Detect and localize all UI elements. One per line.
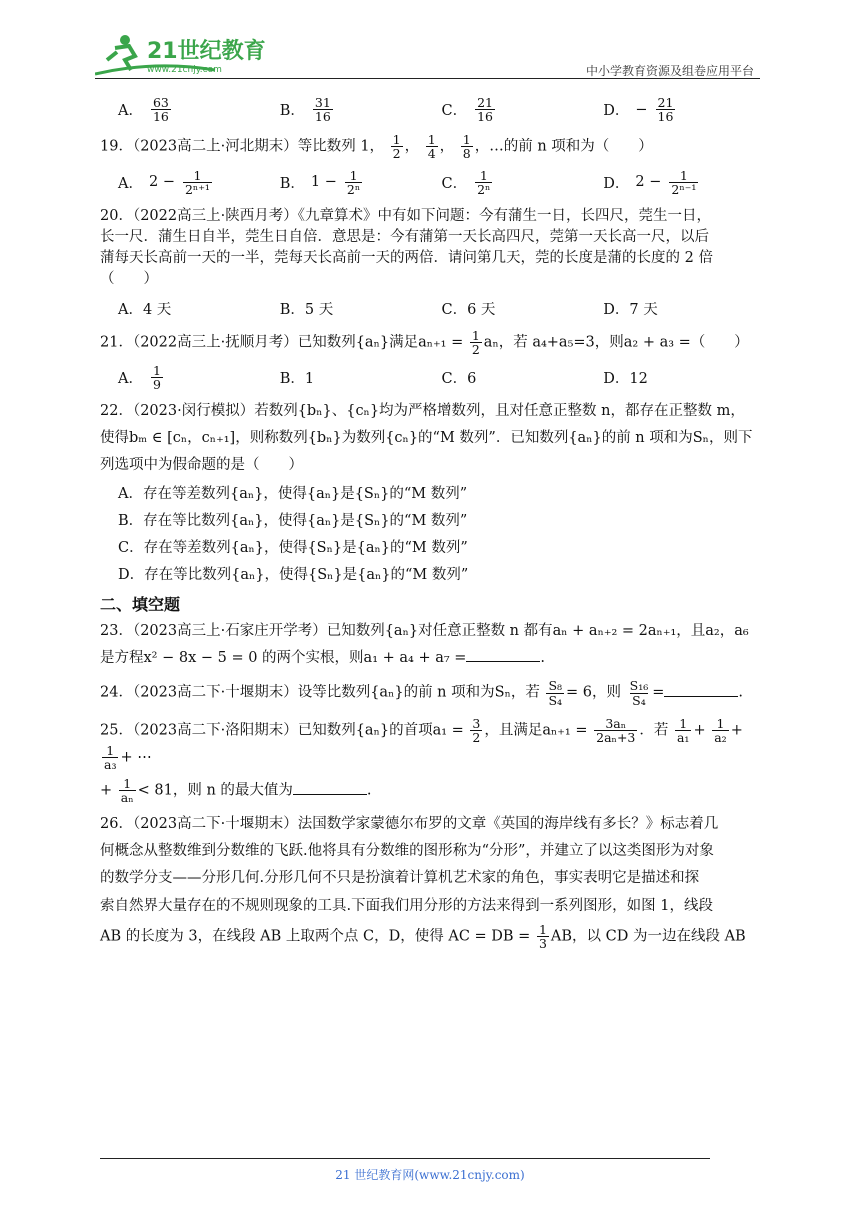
- q20-option-b: B．5 天: [279, 301, 334, 318]
- q19-stem: 19．（2023高二上·河北期末）等比数列 1， $\frac{1}{2}$ ， $\frac{1}{4}$ ， $\frac{1}{8}$ ，…的前 n 项和为（ ）: [100, 132, 653, 162]
- question-content: [100, 96, 765, 950]
- q18-option-b: B． $\frac{31}{16}$: [279, 95, 331, 125]
- q19-option-b: B． 1 − $\frac{1}{\text{2ⁿ}}$: [279, 167, 361, 197]
- svg-text:www.21cnjy.com: www.21cnjy.com: [147, 65, 222, 75]
- q18-options: [100, 96, 765, 123]
- q19-option-d: D． 2 − $\frac{1}{\text{2ⁿ⁻¹}}$: [603, 167, 697, 197]
- footer-divider: [100, 1158, 710, 1159]
- q25-stem: 25．（2023高二下·洛阳期末）已知数列{aₙ}的首项a₁ = $\frac{3}{2}$ ，且满足aₙ₊₁ = $\frac{\text{3aₙ}}{\text{2aₙ+3}}$ ．若 $\frac{1}{\text{a₁}}$ + $\frac{1}{\text{a₂}}$ + $\frac{1}{\text{a₃}}$ + ⋯ + $\frac{1}{\text{aₙ}}$ < 81，则 n 的最大值为 .: [100, 715, 743, 806]
- q22-options: [100, 484, 765, 586]
- q20-option-a: A．4 天: [118, 301, 172, 318]
- q19-option-c: C． $\frac{1}{\text{2ⁿ}}$: [441, 167, 491, 197]
- q21-options: [100, 364, 765, 391]
- q18-option-d: D． − $\frac{21}{16}$: [603, 95, 674, 125]
- q19-options: [100, 169, 765, 196]
- q24-stem: 24．（2023高二下·十堰期末）设等比数列{aₙ}的前 n 项和为Sₙ，若 $\frac{\text{S₈}}{\text{S₄}}$ = 6，则 $\frac{\text{S₁₆}}{\text{S₄}}$ = .: [100, 678, 743, 708]
- q22-option-a: A．存在等差数列{aₙ}，使得{aₙ}是{Sₙ}的“M 数列”: [118, 486, 468, 503]
- header-divider: [95, 78, 760, 79]
- q22-option-c: C．存在等差数列{aₙ}，使得{Sₙ}是{aₙ}的“M 数列”: [118, 540, 468, 557]
- q19-option-a: A． 2 − $\frac{1}{\text{2ⁿ⁺¹}}$: [118, 167, 210, 197]
- q24-answer-blank: [664, 684, 738, 697]
- q22-stem: 22．（2023·闵行模拟）若数列{bₙ}、{cₙ}均为严格增数列，且对任意正整数 n，都存在正整数 m， 使得bₘ ∈ [cₙ，cₙ₊₁]，则称数列{bₙ}为数列{cₙ}的“M 数列”．已知数列{aₙ}的前 n 项和为Sₙ，则下 列选项中为假命题的是（ ）: [100, 403, 753, 474]
- q20-option-d: D．7 天: [603, 301, 658, 318]
- q25-answer-blank: [293, 782, 367, 795]
- q21-stem: 21．（2022高三上·抚顺月考）已知数列{aₙ}满足aₙ₊₁ = $\frac{1}{2}$ aₙ，若 a₄+a₅=3，则a₂ + a₃ =（ ）: [100, 327, 749, 357]
- site-logo: [95, 30, 275, 78]
- svg-text:21世纪教育: 21世纪教育: [147, 39, 266, 64]
- q21-option-a: A． $\frac{1}{9}$: [118, 363, 161, 393]
- page-header: [95, 30, 760, 78]
- q20-options: [100, 298, 765, 319]
- section-heading-fill-in: 二、填空题: [100, 595, 181, 615]
- q21-option-c: C．6: [441, 371, 477, 388]
- footer-site[interactable]: 21 世纪教育网(www.21cnjy.com): [335, 1168, 525, 1182]
- q20-stem: 20．（2022高三上·陕西月考）《九章算术》中有如下问题：今有蒲生一日，长四尺，莞生一日， 长一尺．蒲生日自半，莞生日自倍．意思是：今有蒲第一天长高四尺，莞第一天长高一尺，以后 蒲每天长高前一天的一半，莞每天长高前一天的两倍．请问第几天，莞的长度是蒲的长度的 2 倍 （ ）: [100, 207, 713, 287]
- q26-stem: 26．（2023高二下·十堰期末）法国数学家蒙德尔布罗的文章《英国的海岸线有多长？》标志着几 何概念从整数维到分数维的飞跃.他将具有分数维的图形称为“分形”，并建立了以这类图形为对象 的数学分支——分形几何.分形几何不只是扮演着计算机艺术家的角色，事实表明它是描述和探 索自然界大量存在的不规则现象的工具.下面我们用分形的方法来得到一系列图形，如图 1，线段 AB 的长度为 3，在线段 AB 上取两个点 C，D，使得 AC = DB = $\frac{1}{3}$ AB，以 CD 为一边在线段 AB: [100, 816, 746, 951]
- q21-option-b: B．1: [279, 371, 315, 388]
- q18-option-a: A． $\frac{63}{16}$: [118, 95, 169, 125]
- q23-stem: 23．（2023高三上·石家庄开学考）已知数列{aₙ}对任意正整数 n 都有aₙ + aₙ₊₂ = 2aₙ₊₁，且a₂，a₆ 是方程x² − 8x − 5 = 0 的两个实根，则a₁ + a₄ + a₇ = .: [100, 623, 749, 667]
- platform-name: 中小学教育资源及组卷应用平台: [585, 64, 754, 78]
- q18-option-c: C． $\frac{21}{16}$: [441, 95, 494, 125]
- q23-answer-blank: [466, 649, 540, 662]
- q20-option-c: C．6 天: [441, 301, 496, 318]
- q22-option-d: D．存在等比数列{aₙ}，使得{Sₙ}是{aₙ}的“M 数列”: [118, 567, 469, 584]
- q21-option-d: D．12: [603, 371, 648, 388]
- q22-option-b: B．存在等比数列{aₙ}，使得{aₙ}是{Sₙ}的“M 数列”: [118, 513, 468, 530]
